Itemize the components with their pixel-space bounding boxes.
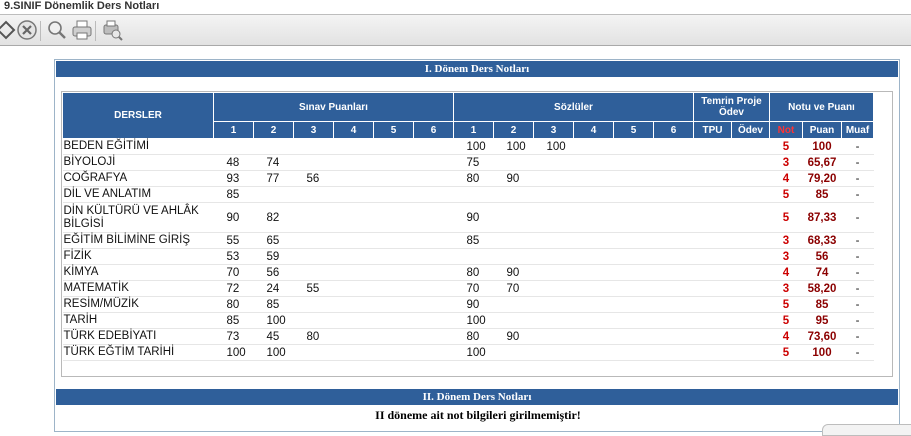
sinav-cell: 55 bbox=[214, 233, 254, 249]
sozlu-cell bbox=[534, 249, 574, 265]
muaf-cell: - bbox=[842, 233, 874, 249]
puan-cell: 85 bbox=[803, 187, 842, 203]
sinav-cell bbox=[334, 155, 374, 171]
sinav-cell bbox=[374, 329, 414, 345]
sinav-cell bbox=[374, 155, 414, 171]
sinav-cell bbox=[414, 203, 454, 233]
sozlu-cell bbox=[654, 297, 694, 313]
sinav-cell: 93 bbox=[214, 171, 254, 187]
table-row bbox=[63, 265, 874, 281]
odev-cell bbox=[732, 187, 770, 203]
col-header-ders: DERSLER bbox=[63, 93, 214, 139]
sozlu-cell bbox=[574, 329, 614, 345]
sozlu-cell: 70 bbox=[494, 281, 534, 297]
sinav-cell: 70 bbox=[214, 265, 254, 281]
sinav-cell bbox=[414, 265, 454, 281]
odev-cell bbox=[732, 345, 770, 361]
sinav-cell: 55 bbox=[294, 281, 334, 297]
sinav-cell bbox=[374, 187, 414, 203]
sozlu-num-header: 4 bbox=[574, 122, 614, 139]
sozlu-cell bbox=[654, 281, 694, 297]
sinav-cell: 85 bbox=[254, 297, 294, 313]
close-icon[interactable] bbox=[16, 19, 38, 41]
sinav-cell bbox=[294, 203, 334, 233]
sinav-cell: 80 bbox=[214, 297, 254, 313]
sozlu-cell bbox=[654, 187, 694, 203]
search-icon[interactable] bbox=[46, 19, 68, 41]
report-panel bbox=[54, 59, 900, 432]
sinav-cell bbox=[414, 233, 454, 249]
sinav-cell bbox=[374, 203, 414, 233]
sozlu-cell: 80 bbox=[454, 329, 494, 345]
not-cell: 5 bbox=[770, 345, 803, 361]
sinav-cell bbox=[254, 187, 294, 203]
ders-cell: MATEMATİK bbox=[63, 281, 214, 297]
sinav-cell bbox=[414, 329, 454, 345]
tpu-cell bbox=[694, 345, 732, 361]
not-cell: 3 bbox=[770, 155, 803, 171]
sinav-cell: 59 bbox=[254, 249, 294, 265]
sinav-cell: 77 bbox=[254, 171, 294, 187]
puan-cell: 85 bbox=[803, 297, 842, 313]
print-icon[interactable] bbox=[71, 19, 93, 41]
puan-cell: 95 bbox=[803, 313, 842, 329]
not-cell: 5 bbox=[770, 139, 803, 155]
sinav-cell bbox=[334, 329, 374, 345]
sozlu-cell: 85 bbox=[454, 233, 494, 249]
sozlu-cell bbox=[534, 187, 574, 203]
sozlu-cell: 70 bbox=[454, 281, 494, 297]
tpu-cell bbox=[694, 265, 732, 281]
tpu-cell bbox=[694, 329, 732, 345]
not-cell: 5 bbox=[770, 187, 803, 203]
puan-cell: 56 bbox=[803, 249, 842, 265]
not-cell: 5 bbox=[770, 313, 803, 329]
tpu-cell bbox=[694, 139, 732, 155]
sozlu-cell bbox=[614, 233, 654, 249]
table-row bbox=[63, 233, 874, 249]
sinav-cell: 100 bbox=[254, 313, 294, 329]
puan-cell: 73,60 bbox=[803, 329, 842, 345]
sinav-num-header: 4 bbox=[334, 122, 374, 139]
sozlu-cell bbox=[534, 233, 574, 249]
puan-cell: 68,33 bbox=[803, 233, 842, 249]
sinav-cell bbox=[334, 313, 374, 329]
sozlu-cell bbox=[614, 345, 654, 361]
sinav-cell bbox=[374, 281, 414, 297]
sozlu-cell bbox=[654, 329, 694, 345]
sinav-cell: 65 bbox=[254, 233, 294, 249]
sozlu-cell bbox=[574, 155, 614, 171]
tpu-cell bbox=[694, 155, 732, 171]
sozlu-cell bbox=[494, 233, 534, 249]
sozlu-cell: 100 bbox=[454, 313, 494, 329]
sinav-cell bbox=[374, 249, 414, 265]
sozlu-cell: 100 bbox=[534, 139, 574, 155]
not-cell: 4 bbox=[770, 171, 803, 187]
sozlu-cell bbox=[614, 297, 654, 313]
tpu-cell bbox=[694, 313, 732, 329]
sinav-cell bbox=[374, 313, 414, 329]
sozlu-cell bbox=[614, 171, 654, 187]
sinav-cell bbox=[414, 313, 454, 329]
sozlu-cell: 100 bbox=[454, 139, 494, 155]
ders-cell: COĞRAFYA bbox=[63, 171, 214, 187]
tpu-cell bbox=[694, 249, 732, 265]
sozlu-cell bbox=[574, 249, 614, 265]
sinav-cell bbox=[374, 233, 414, 249]
col-header-temrin: Temrin Proje Ödev bbox=[694, 93, 770, 122]
puan-header: Puan bbox=[803, 122, 842, 139]
window-title: 9.SINIF Dönemlik Ders Notları bbox=[0, 0, 911, 14]
sinav-cell: 85 bbox=[214, 313, 254, 329]
sozlu-cell bbox=[614, 203, 654, 233]
not-cell: 5 bbox=[770, 297, 803, 313]
table-row bbox=[63, 297, 874, 313]
table-row bbox=[63, 187, 874, 203]
sozlu-num-header: 6 bbox=[654, 122, 694, 139]
sinav-cell: 90 bbox=[214, 203, 254, 233]
sinav-cell: 73 bbox=[214, 329, 254, 345]
puan-cell: 100 bbox=[803, 139, 842, 155]
sozlu-num-header: 1 bbox=[454, 122, 494, 139]
sozlu-cell bbox=[614, 139, 654, 155]
ders-cell: DİN KÜLTÜRÜ VE AHLÂK BİLGİSİ bbox=[63, 203, 214, 233]
sozlu-cell bbox=[494, 249, 534, 265]
sinav-cell bbox=[334, 281, 374, 297]
sinav-cell bbox=[334, 203, 374, 233]
sinav-cell: 45 bbox=[254, 329, 294, 345]
sozlu-cell bbox=[614, 281, 654, 297]
sozlu-num-header: 5 bbox=[614, 122, 654, 139]
sozlu-cell bbox=[614, 265, 654, 281]
col-header-sinav: Sınav Puanları bbox=[214, 93, 454, 122]
puan-cell: 74 bbox=[803, 265, 842, 281]
sozlu-cell: 90 bbox=[494, 265, 534, 281]
sinav-cell bbox=[374, 265, 414, 281]
sinav-cell bbox=[294, 155, 334, 171]
odev-cell bbox=[732, 139, 770, 155]
sinav-cell bbox=[334, 265, 374, 281]
sinav-cell: 82 bbox=[254, 203, 294, 233]
sozlu-cell bbox=[494, 345, 534, 361]
not-cell: 3 bbox=[770, 233, 803, 249]
sozlu-cell bbox=[654, 155, 694, 171]
ders-cell: FİZİK bbox=[63, 249, 214, 265]
sozlu-cell bbox=[574, 233, 614, 249]
odev-cell bbox=[732, 249, 770, 265]
sozlu-cell bbox=[574, 313, 614, 329]
sozlu-cell bbox=[494, 297, 534, 313]
sinav-num-header: 1 bbox=[214, 122, 254, 139]
tpu-cell bbox=[694, 171, 732, 187]
ders-cell: EĞİTİM BİLİMİNE GİRİŞ bbox=[63, 233, 214, 249]
sinav-num-header: 5 bbox=[374, 122, 414, 139]
sinav-cell bbox=[374, 345, 414, 361]
not-cell: 4 bbox=[770, 329, 803, 345]
odev-header: Ödev bbox=[732, 122, 770, 139]
term2-header: II. Dönem Ders Notları bbox=[56, 389, 898, 405]
ders-cell: TÜRK EDEBİYATI bbox=[63, 329, 214, 345]
odev-cell bbox=[732, 329, 770, 345]
odev-cell bbox=[732, 281, 770, 297]
sinav-cell: 72 bbox=[214, 281, 254, 297]
not-cell: 3 bbox=[770, 249, 803, 265]
sinav-cell bbox=[294, 313, 334, 329]
tpu-cell bbox=[694, 203, 732, 233]
odev-cell bbox=[732, 297, 770, 313]
tpu-cell bbox=[694, 297, 732, 313]
sinav-cell bbox=[334, 249, 374, 265]
tpu-cell bbox=[694, 233, 732, 249]
sozlu-cell bbox=[574, 139, 614, 155]
ders-cell: RESİM/MÜZİK bbox=[63, 297, 214, 313]
muaf-cell: - bbox=[842, 155, 874, 171]
sinav-cell bbox=[214, 139, 254, 155]
sozlu-cell bbox=[654, 313, 694, 329]
table-row bbox=[63, 155, 874, 171]
sinav-cell: 56 bbox=[294, 171, 334, 187]
col-header-sozluler: Sözlüler bbox=[454, 93, 694, 122]
sozlu-cell bbox=[534, 281, 574, 297]
muaf-header: Muaf bbox=[842, 122, 874, 139]
table-row bbox=[63, 313, 874, 329]
print-preview-icon[interactable] bbox=[101, 19, 123, 41]
muaf-cell: - bbox=[842, 281, 874, 297]
sinav-cell: 85 bbox=[214, 187, 254, 203]
sinav-cell bbox=[294, 345, 334, 361]
tpu-cell bbox=[694, 281, 732, 297]
sozlu-cell bbox=[534, 265, 574, 281]
back-icon[interactable] bbox=[0, 19, 16, 41]
sozlu-cell bbox=[494, 155, 534, 171]
sozlu-cell bbox=[614, 155, 654, 171]
not-header: Not bbox=[770, 122, 803, 139]
sozlu-cell bbox=[494, 203, 534, 233]
sozlu-cell bbox=[534, 329, 574, 345]
grades-table bbox=[62, 92, 874, 361]
sozlu-cell: 90 bbox=[454, 297, 494, 313]
sozlu-cell bbox=[654, 233, 694, 249]
sinav-cell: 24 bbox=[254, 281, 294, 297]
muaf-cell: - bbox=[842, 187, 874, 203]
sozlu-cell: 100 bbox=[454, 345, 494, 361]
sinav-cell bbox=[294, 187, 334, 203]
term1-header: I. Dönem Ders Notları bbox=[56, 61, 898, 77]
sozlu-cell: 80 bbox=[454, 265, 494, 281]
table-row bbox=[63, 281, 874, 297]
sinav-cell: 48 bbox=[214, 155, 254, 171]
puan-cell: 58,20 bbox=[803, 281, 842, 297]
odev-cell bbox=[732, 155, 770, 171]
sozlu-cell bbox=[574, 281, 614, 297]
muaf-cell: - bbox=[842, 203, 874, 233]
table-row bbox=[63, 249, 874, 265]
sinav-cell bbox=[414, 139, 454, 155]
sozlu-cell: 75 bbox=[454, 155, 494, 171]
sozlu-cell bbox=[654, 265, 694, 281]
sozlu-cell bbox=[654, 139, 694, 155]
sozlu-cell bbox=[454, 249, 494, 265]
sozlu-cell: 90 bbox=[494, 329, 534, 345]
ders-cell: TÜRK EĞTİM TARİHİ bbox=[63, 345, 214, 361]
muaf-cell: - bbox=[842, 139, 874, 155]
sinav-num-header: 6 bbox=[414, 122, 454, 139]
sozlu-cell: 80 bbox=[454, 171, 494, 187]
sozlu-cell: 90 bbox=[494, 171, 534, 187]
sozlu-cell bbox=[614, 249, 654, 265]
muaf-cell: - bbox=[842, 345, 874, 361]
sozlu-cell bbox=[574, 203, 614, 233]
table-row bbox=[63, 139, 874, 155]
sinav-cell bbox=[334, 171, 374, 187]
sinav-cell: 100 bbox=[214, 345, 254, 361]
muaf-cell: - bbox=[842, 265, 874, 281]
odev-cell bbox=[732, 265, 770, 281]
sozlu-num-header: 3 bbox=[534, 122, 574, 139]
sozlu-cell bbox=[614, 313, 654, 329]
sozlu-cell bbox=[654, 345, 694, 361]
sinav-num-header: 3 bbox=[294, 122, 334, 139]
odev-cell bbox=[732, 171, 770, 187]
sinav-cell bbox=[414, 187, 454, 203]
sinav-cell bbox=[334, 233, 374, 249]
sozlu-cell bbox=[654, 203, 694, 233]
table-row bbox=[63, 203, 874, 233]
puan-cell: 65,67 bbox=[803, 155, 842, 171]
sozlu-cell bbox=[534, 345, 574, 361]
muaf-cell: - bbox=[842, 171, 874, 187]
sinav-cell bbox=[294, 233, 334, 249]
tpu-cell bbox=[694, 187, 732, 203]
puan-cell: 79,20 bbox=[803, 171, 842, 187]
toolbar bbox=[0, 14, 911, 46]
sozlu-cell bbox=[534, 297, 574, 313]
sozlu-num-header: 2 bbox=[494, 122, 534, 139]
sinav-cell: 100 bbox=[254, 345, 294, 361]
sinav-cell bbox=[334, 297, 374, 313]
ders-cell: KİMYA bbox=[63, 265, 214, 281]
sinav-cell bbox=[374, 171, 414, 187]
sinav-cell bbox=[334, 139, 374, 155]
ders-cell: BİYOLOJİ bbox=[63, 155, 214, 171]
sozlu-cell bbox=[534, 203, 574, 233]
sinav-cell bbox=[374, 139, 414, 155]
sozlu-cell: 90 bbox=[454, 203, 494, 233]
sozlu-cell bbox=[534, 155, 574, 171]
odev-cell bbox=[732, 313, 770, 329]
sozlu-cell: 100 bbox=[494, 139, 534, 155]
sinav-cell bbox=[414, 281, 454, 297]
sinav-cell bbox=[414, 171, 454, 187]
sinav-cell bbox=[414, 345, 454, 361]
window-corner bbox=[822, 424, 911, 436]
not-cell: 5 bbox=[770, 203, 803, 233]
tpu-header: TPU bbox=[694, 122, 732, 139]
sozlu-cell bbox=[654, 249, 694, 265]
not-cell: 3 bbox=[770, 281, 803, 297]
sinav-cell bbox=[414, 297, 454, 313]
ders-cell: DİL VE ANLATIM bbox=[63, 187, 214, 203]
sinav-cell bbox=[294, 297, 334, 313]
sinav-cell bbox=[374, 297, 414, 313]
sinav-cell bbox=[294, 265, 334, 281]
ders-cell: BEDEN EĞİTİMİ bbox=[63, 139, 214, 155]
term1-grid bbox=[61, 91, 893, 377]
ders-cell: TARİH bbox=[63, 313, 214, 329]
sozlu-cell bbox=[574, 345, 614, 361]
odev-cell bbox=[732, 203, 770, 233]
sozlu-cell bbox=[534, 313, 574, 329]
sozlu-cell bbox=[574, 187, 614, 203]
muaf-cell: - bbox=[842, 297, 874, 313]
sozlu-cell bbox=[534, 171, 574, 187]
table-row bbox=[63, 171, 874, 187]
puan-cell: 100 bbox=[803, 345, 842, 361]
sozlu-cell bbox=[614, 329, 654, 345]
puan-cell: 87,33 bbox=[803, 203, 842, 233]
sozlu-cell bbox=[654, 171, 694, 187]
odev-cell bbox=[732, 233, 770, 249]
sinav-cell: 53 bbox=[214, 249, 254, 265]
sinav-num-header: 2 bbox=[254, 122, 294, 139]
muaf-cell: - bbox=[842, 329, 874, 345]
sozlu-cell bbox=[494, 313, 534, 329]
sinav-cell bbox=[334, 187, 374, 203]
sozlu-cell bbox=[494, 187, 534, 203]
table-row bbox=[63, 329, 874, 345]
sinav-cell bbox=[294, 139, 334, 155]
sinav-cell bbox=[294, 249, 334, 265]
toolbar-separator bbox=[95, 21, 96, 41]
sozlu-cell bbox=[574, 265, 614, 281]
sinav-cell bbox=[414, 155, 454, 171]
toolbar-separator bbox=[40, 21, 41, 41]
sozlu-cell bbox=[454, 187, 494, 203]
sinav-cell: 80 bbox=[294, 329, 334, 345]
muaf-cell: - bbox=[842, 249, 874, 265]
sozlu-cell bbox=[574, 171, 614, 187]
sozlu-cell bbox=[574, 297, 614, 313]
col-header-notu: Notu ve Puanı bbox=[770, 93, 874, 122]
muaf-cell: - bbox=[842, 313, 874, 329]
sinav-cell bbox=[254, 139, 294, 155]
sinav-cell: 56 bbox=[254, 265, 294, 281]
sinav-cell: 74 bbox=[254, 155, 294, 171]
sinav-cell bbox=[334, 345, 374, 361]
sinav-cell bbox=[414, 249, 454, 265]
not-cell: 4 bbox=[770, 265, 803, 281]
sozlu-cell bbox=[614, 187, 654, 203]
term2-empty-message: II döneme ait not bilgileri girilmemiştir! bbox=[375, 408, 581, 422]
table-row bbox=[63, 345, 874, 361]
